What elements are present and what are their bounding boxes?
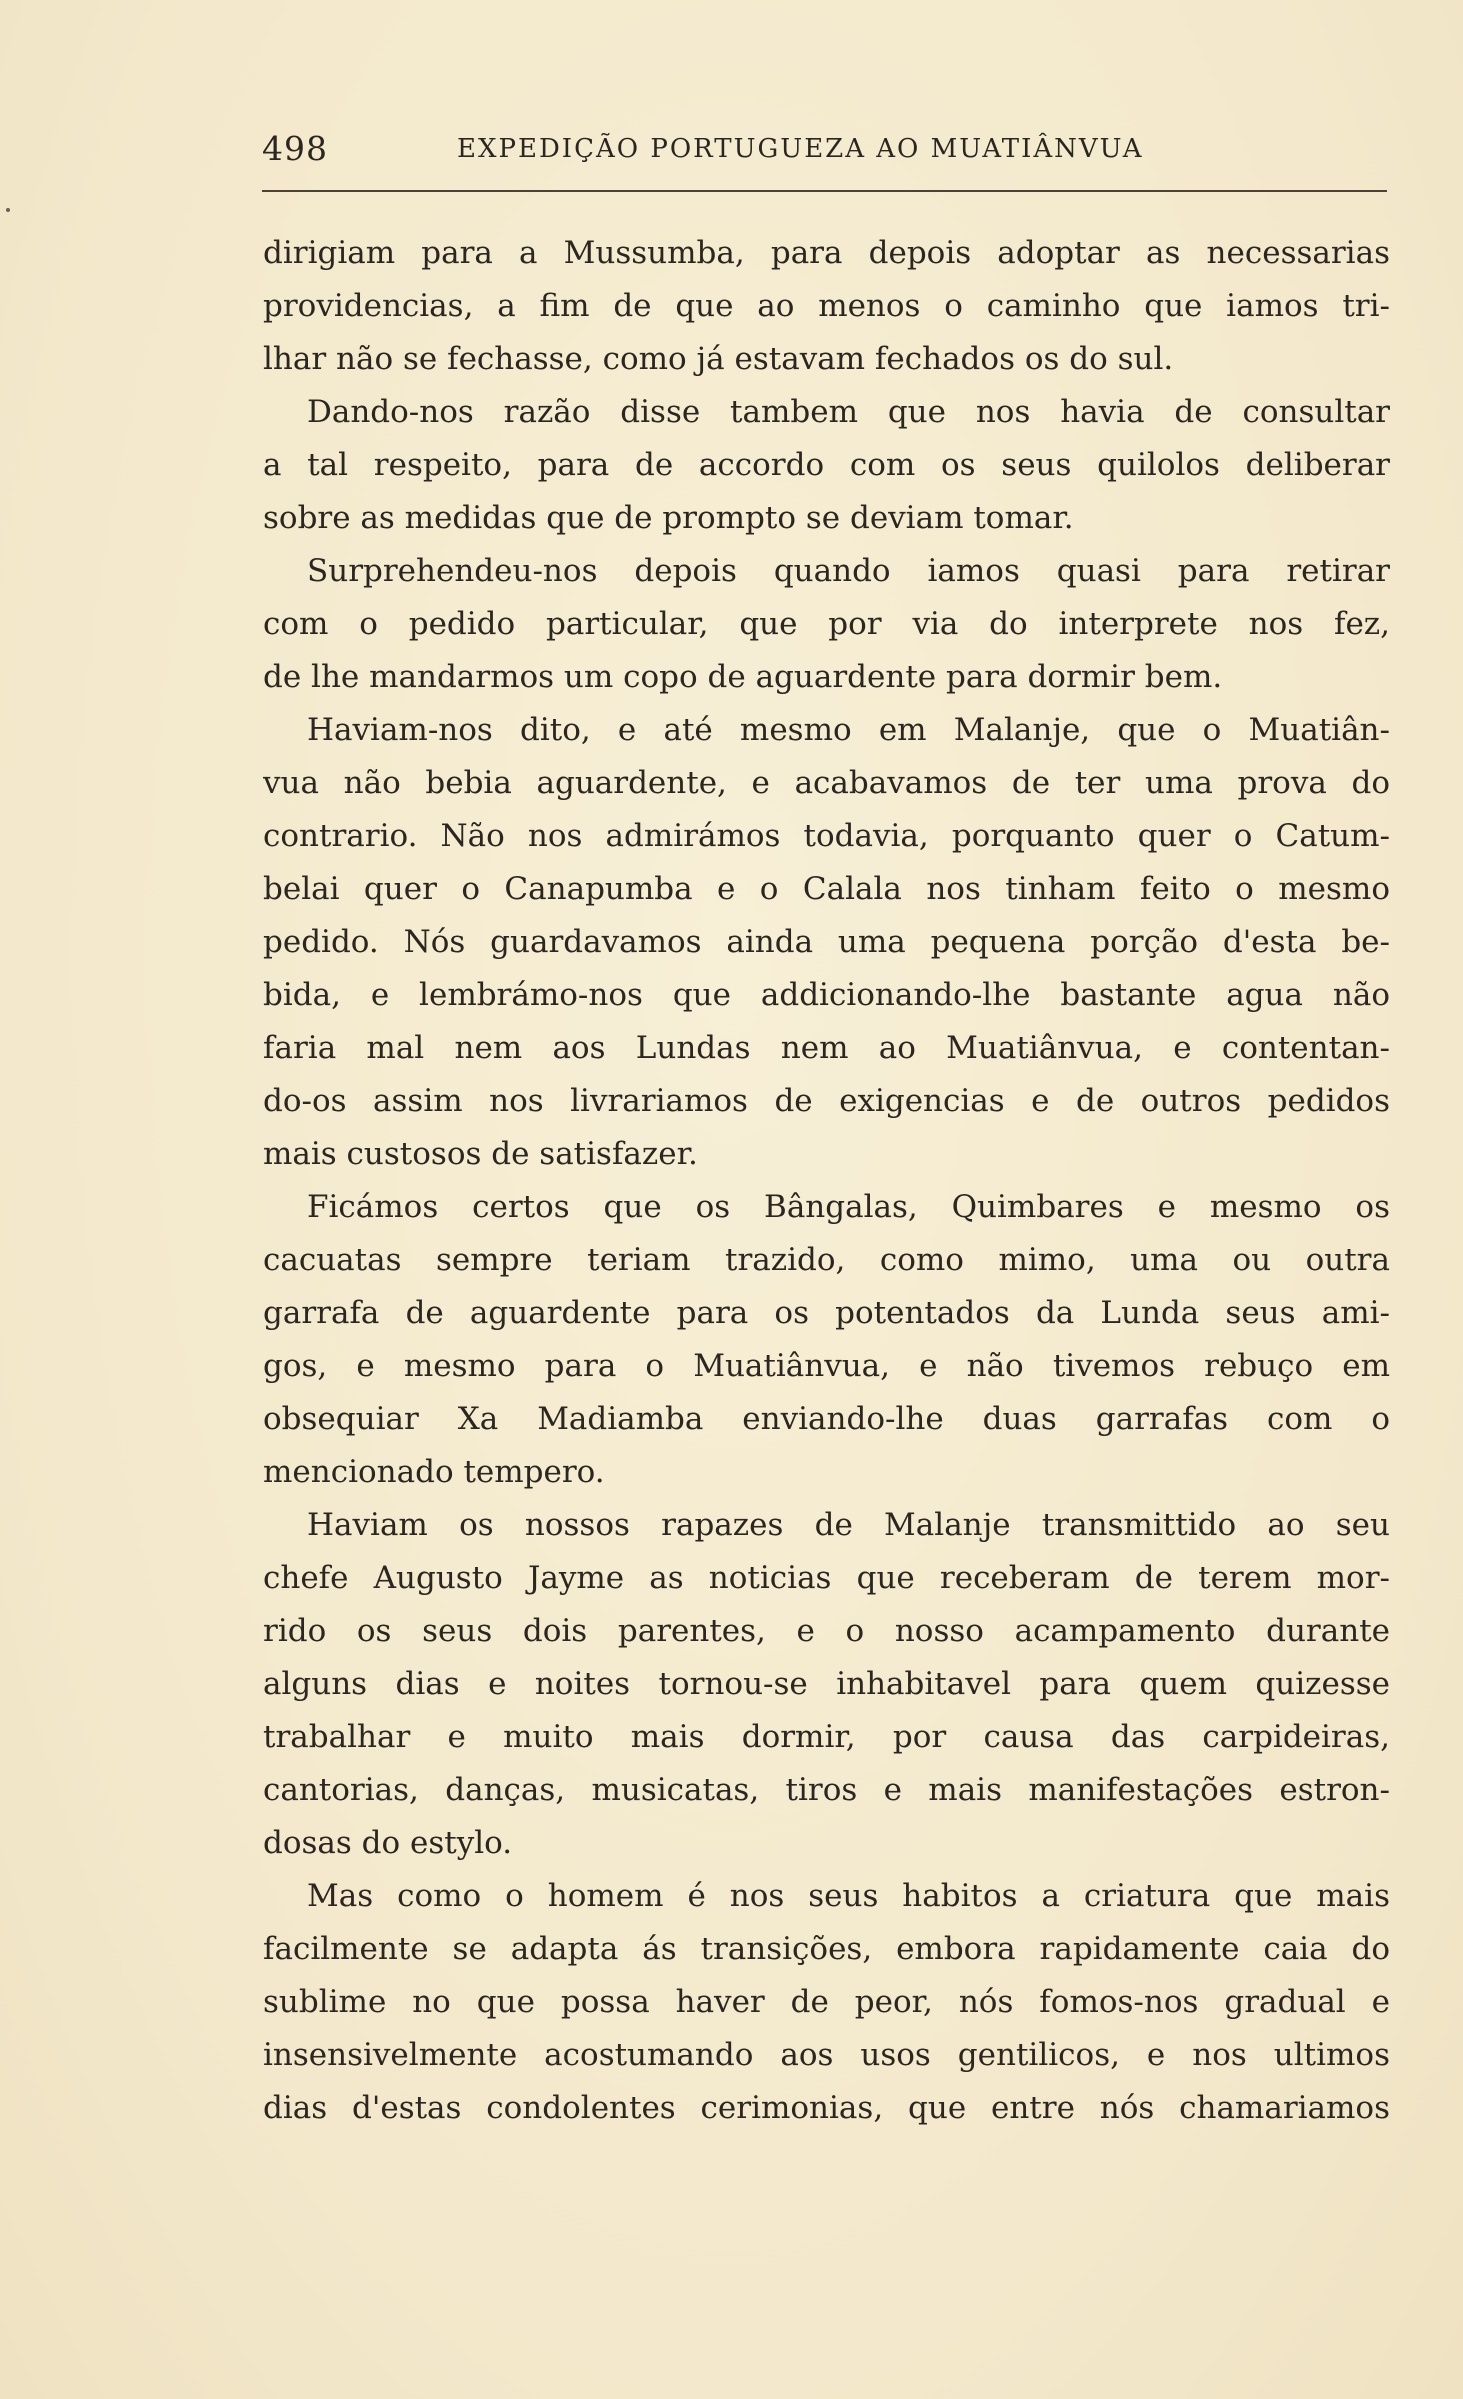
text-line: pedido. Nós guardavamos ainda uma pequena porção d'esta be- bbox=[263, 924, 1390, 960]
text-line: vua não bebia aguardente, e acabavamos de ter uma prova do bbox=[263, 765, 1390, 801]
text-line: dias d'estas condolentes cerimonias, que entre nós chamariamos bbox=[263, 2090, 1390, 2126]
text-line: do-os assim nos livrariamos de exigencias e de outros pedidos bbox=[263, 1083, 1390, 1119]
text-line: facilmente se adapta ás transições, embora rapidamente caia do bbox=[263, 1931, 1390, 1967]
text-line: cantorias, danças, musicatas, tiros e mais manifestações estron- bbox=[263, 1772, 1390, 1808]
margin-speck bbox=[6, 208, 10, 212]
text-line: a tal respeito, para de accordo com os seus quilolos deliberar bbox=[263, 447, 1390, 483]
text-line: Haviam-nos dito, e até mesmo em Malanje, que o Muatiân- bbox=[307, 712, 1390, 748]
text-line: bida, e lembrámo-nos que addicionando-lhe bastante agua não bbox=[263, 977, 1390, 1013]
text-line: mais custosos de satisfazer. bbox=[263, 1136, 698, 1172]
running-head: EXPEDIÇÃO PORTUGUEZA AO MUATIÂNVUA bbox=[457, 134, 1144, 164]
text-line: Haviam os nossos rapazes de Malanje transmittido ao seu bbox=[307, 1507, 1390, 1543]
text-line: com o pedido particular, que por via do interprete nos fez, bbox=[263, 606, 1390, 642]
text-line: Surprehendeu-nos depois quando iamos quasi para retirar bbox=[307, 553, 1390, 589]
text-line: faria mal nem aos Lundas nem ao Muatiânvua, e contentan- bbox=[263, 1030, 1390, 1066]
body-text bbox=[263, 227, 1390, 2135]
text-line: mencionado tempero. bbox=[263, 1454, 605, 1490]
text-line: lhar não se fechasse, como já estavam fechados os do sul. bbox=[263, 341, 1174, 377]
text-line: cacuatas sempre teriam trazido, como mimo, uma ou outra bbox=[263, 1242, 1390, 1278]
text-line: chefe Augusto Jayme as noticias que receberam de terem mor- bbox=[263, 1560, 1390, 1596]
page-header bbox=[262, 126, 1390, 172]
header-rule bbox=[262, 190, 1387, 192]
text-line: trabalhar e muito mais dormir, por causa das carpideiras, bbox=[263, 1719, 1390, 1755]
text-line: belai quer o Canapumba e o Calala nos tinham feito o mesmo bbox=[263, 871, 1390, 907]
text-line: gos, e mesmo para o Muatiânvua, e não tivemos rebuço em bbox=[263, 1348, 1390, 1384]
text-line: garrafa de aguardente para os potentados da Lunda seus ami- bbox=[263, 1295, 1390, 1331]
text-line: Ficámos certos que os Bângalas, Quimbares e mesmo os bbox=[307, 1189, 1390, 1225]
text-line: obsequiar Xa Madiamba enviando-lhe duas garrafas com o bbox=[263, 1401, 1390, 1437]
page-number: 498 bbox=[262, 129, 328, 168]
text-line: sobre as medidas que de prompto se deviam tomar. bbox=[263, 500, 1074, 536]
text-line: alguns dias e noites tornou-se inhabitavel para quem quizesse bbox=[263, 1666, 1390, 1702]
text-line: de lhe mandarmos um copo de aguardente para dormir bem. bbox=[263, 659, 1223, 695]
text-line: Mas como o homem é nos seus habitos a criatura que mais bbox=[307, 1878, 1390, 1914]
text-line: dirigiam para a Mussumba, para depois adoptar as necessarias bbox=[263, 235, 1390, 271]
text-line: Dando-nos razão disse tambem que nos havia de consultar bbox=[307, 394, 1390, 430]
text-line: rido os seus dois parentes, e o nosso acampamento durante bbox=[263, 1613, 1390, 1649]
text-line: contrario. Não nos admirámos todavia, porquanto quer o Catum- bbox=[263, 818, 1390, 854]
text-line: insensivelmente acostumando aos usos gentilicos, e nos ultimos bbox=[263, 2037, 1390, 2073]
text-line: sublime no que possa haver de peor, nós fomos-nos gradual e bbox=[263, 1984, 1390, 2020]
text-line: providencias, a fim de que ao menos o caminho que iamos tri- bbox=[263, 288, 1390, 324]
text-line: dosas do estylo. bbox=[263, 1825, 513, 1861]
